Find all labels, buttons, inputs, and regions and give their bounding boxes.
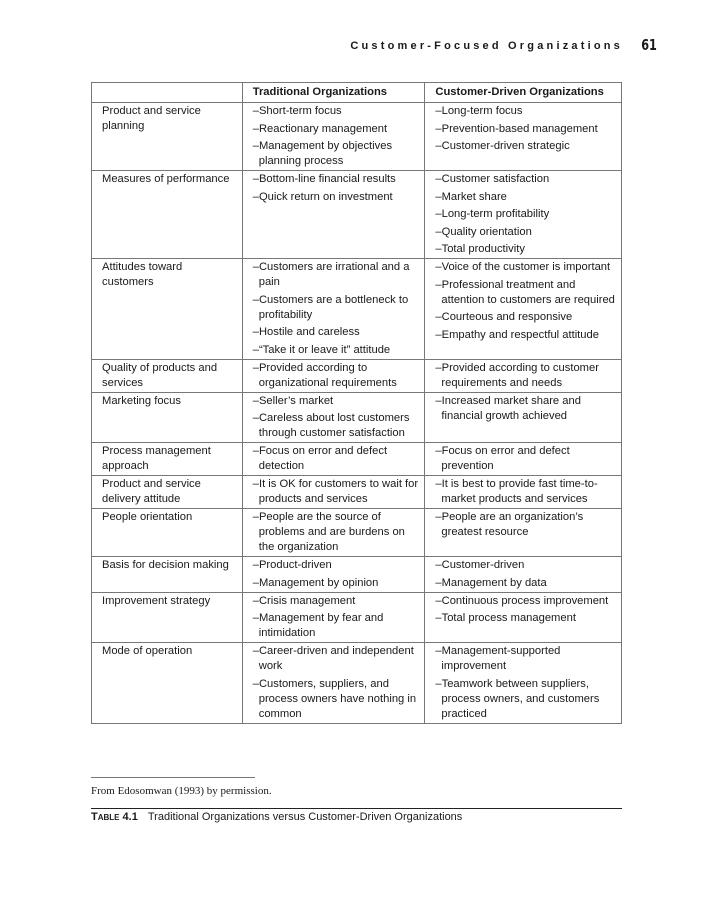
table-row [92, 259, 622, 360]
table-row [92, 592, 622, 643]
customer-driven-cell [425, 643, 622, 724]
list-item: –Provided according to customer requirements and needs [435, 361, 599, 389]
table-row [92, 643, 622, 724]
list-item: –Focus on error and defect prevention [435, 445, 570, 472]
list-item: –Management by opinion [252, 576, 379, 589]
row-category: Attitudes toward customers [92, 259, 243, 360]
row-category: Product and service planning [92, 103, 243, 171]
table-row [92, 509, 622, 557]
list-item: –Management by data [435, 576, 547, 589]
list-item: –Customer-driven [435, 559, 525, 571]
list-item: –Continuous process improvement [435, 594, 609, 607]
traditional-cell [242, 259, 425, 360]
traditional-cell [242, 359, 425, 392]
customer-driven-cell [425, 259, 622, 360]
row-category: Quality of products and services [92, 359, 243, 392]
list-item: –Crisis management [252, 594, 356, 607]
traditional-cell [242, 476, 425, 509]
traditional-cell [242, 509, 425, 557]
list-item: –People are an organization’s greatest resource [435, 511, 584, 538]
footnote-rule [91, 777, 255, 778]
row-category: Measures of performance [92, 171, 243, 259]
list-item: –Career-driven and independent work [252, 645, 414, 672]
row-category: Basis for decision making [92, 557, 243, 593]
list-item: –Focus on error and defect detection [252, 445, 388, 472]
list-item: –“Take it or leave it” attitude [252, 343, 391, 356]
traditional-cell [242, 557, 425, 593]
customer-driven-cell [425, 103, 622, 171]
row-category: People orientation [92, 509, 243, 557]
source-note: From Edosomwan (1993) by permission. [91, 785, 272, 797]
list-item: –Careless about lost customers through customer satisfaction [252, 412, 410, 439]
list-item: –Customers are a bottleneck to profitability [252, 293, 409, 321]
list-item: –Empathy and respectful attitude [435, 328, 599, 341]
customer-driven-cell [425, 171, 622, 259]
traditional-cell [242, 103, 425, 171]
list-item: –Management by objectives planning process [252, 140, 393, 167]
caption-text: Traditional Organizations versus Customer-Driven Organizations [147, 811, 463, 823]
list-item: –Long-term profitability [435, 208, 550, 220]
traditional-cell [242, 171, 425, 259]
page-number: 61 [641, 36, 657, 54]
row-category: Marketing focus [92, 392, 243, 443]
comparison-table [91, 82, 622, 724]
list-item: –Short-term focus [252, 105, 342, 117]
list-item: –Seller’s market [252, 394, 334, 407]
list-item: –It is best to provide fast time-to-market products and services [435, 478, 598, 505]
table-row [92, 476, 622, 509]
list-item: –Quality orientation [435, 225, 532, 238]
customer-driven-cell [425, 359, 622, 392]
caption-rule [91, 808, 622, 809]
table-row [92, 392, 622, 443]
list-item: –Reactionary management [252, 122, 388, 135]
running-title: Customer-Focused Organizations [350, 40, 623, 52]
list-item: –Prevention-based management [435, 122, 598, 135]
list-item: –Teamwork between suppliers, process owners, and customers practiced [435, 677, 600, 720]
customer-driven-cell [425, 592, 622, 643]
table-row [92, 171, 622, 259]
table-row [92, 359, 622, 392]
list-item: –Total process management [435, 612, 576, 624]
row-category: Improvement strategy [92, 592, 243, 643]
customer-driven-cell [425, 443, 622, 476]
traditional-cell [242, 392, 425, 443]
list-item: –Hostile and careless [252, 326, 360, 338]
table-caption [91, 811, 462, 823]
list-item: –Bottom-line financial results [252, 173, 396, 185]
list-item: –Management by fear and intimidation [252, 612, 384, 639]
customer-driven-cell [425, 392, 622, 443]
list-item: –Customers, suppliers, and process owners have nothing in common [252, 677, 417, 720]
list-item: –Total productivity [435, 243, 525, 255]
customer-driven-cell [425, 557, 622, 593]
running-head [0, 34, 715, 58]
list-item: –Customer-driven strategic [435, 140, 570, 152]
customer-driven-cell [425, 509, 622, 557]
list-item: –Customers are irrational and a pain [252, 261, 410, 288]
customer-driven-cell [425, 476, 622, 509]
table-row [92, 557, 622, 593]
list-item: –Provided according to organizational requirements [252, 361, 397, 389]
list-item: –Long-term focus [435, 105, 523, 117]
table-row [92, 103, 622, 171]
row-category: Mode of operation [92, 643, 243, 724]
list-item: –People are the source of problems and are burdens on the organization [252, 511, 405, 553]
list-item: –Quick return on investment [252, 190, 393, 203]
list-item: –Professional treatment and attention to customers are required [435, 278, 615, 306]
list-item: –Customer satisfaction [435, 173, 550, 185]
traditional-cell [242, 643, 425, 724]
list-item: –Increased market share and financial growth achieved [435, 394, 581, 422]
table-header-row [92, 83, 622, 103]
list-item: –Voice of the customer is important [435, 261, 611, 273]
list-item: –Management-supported improvement [435, 645, 561, 672]
traditional-cell [242, 443, 425, 476]
table-body [92, 103, 622, 724]
row-category: Process management approach [92, 443, 243, 476]
table-row [92, 443, 622, 476]
header-cell-empty [92, 83, 243, 103]
list-item: –Courteous and responsive [435, 311, 573, 323]
traditional-cell [242, 592, 425, 643]
list-item: –Market share [435, 190, 507, 203]
header-traditional: Traditional Organizations [242, 83, 425, 103]
row-category: Product and service delivery attitude [92, 476, 243, 509]
list-item: –Product-driven [252, 559, 332, 571]
caption-label: Table 4.1 [91, 811, 138, 823]
header-customer-driven: Customer-Driven Organizations [425, 83, 622, 103]
list-item: –It is OK for customers to wait for products and services [252, 478, 419, 505]
